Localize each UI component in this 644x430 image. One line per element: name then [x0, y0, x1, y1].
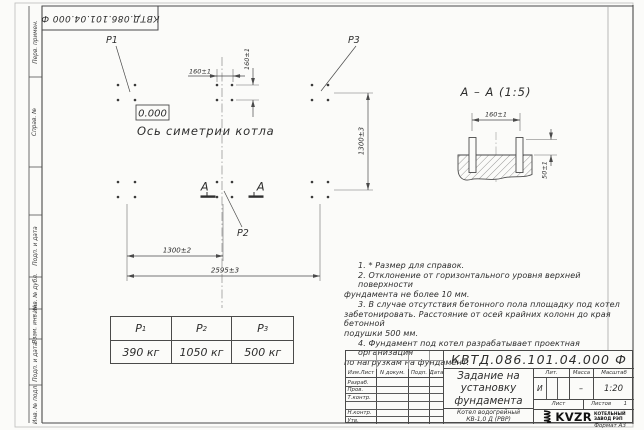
col-data: Дата: [429, 370, 444, 376]
load-table-value-p1: 390 кг: [111, 341, 172, 363]
anchor-bolt-dot: [327, 99, 330, 102]
row-tkontr: Т.контр.: [347, 395, 371, 401]
note-line: 1. * Размер для справок.: [358, 261, 465, 270]
margin-label-inv-podl: Инв. № подл.: [32, 384, 39, 424]
listov-value: 1: [623, 401, 627, 407]
p2-label: P2: [237, 228, 249, 239]
anchor-bolt-dot: [216, 99, 219, 102]
margin-label-sprav: Справ. №: [32, 107, 39, 137]
load-table-header-p2: P 2: [172, 317, 233, 341]
anchor-bolt-dot: [231, 84, 234, 87]
anchor-bolt-dot: [216, 196, 219, 199]
dim-side: 1300±3: [357, 126, 366, 156]
margin-label-podp-data-2: Подп. и дата: [32, 342, 39, 382]
brand-subtitle: КОТЕЛЬНЫЙ ЗАВОД РЭП: [594, 411, 626, 422]
note-line: 2. Отклонение от горизонтального уровня верхней поверхности: [358, 270, 581, 290]
massa-value: –: [579, 384, 583, 393]
top-stamp-number: КВТД.086.101.04.000 Ф: [40, 13, 160, 23]
section-letter-right: А: [256, 179, 266, 194]
section-title: А – А (1:5): [460, 85, 532, 99]
row-nkontr: Н.контр.: [347, 410, 372, 417]
load-table-header-p3: P 3: [232, 317, 293, 341]
dim-bolt-spacing-v: 160±1: [243, 48, 251, 70]
dim-bolt-spacing-h: 160±1: [189, 67, 211, 76]
p3-label: P3: [348, 35, 360, 46]
anchor-bolt-dot: [117, 196, 120, 199]
lit-value: И: [537, 384, 543, 393]
title-block-doc-number: КВТД.086.101.04.000 Ф: [443, 351, 634, 369]
anchor-bolt-dot: [231, 99, 234, 102]
anchor-bolt-dot: [231, 196, 234, 199]
col-izm-list: Изм.Лист: [347, 370, 375, 376]
anchor-bolt-dot: [117, 99, 120, 102]
anchor-bolt-dot: [134, 84, 137, 87]
brand-name: KVZR: [555, 409, 593, 424]
title-block-title: Задание на установку фундамента: [443, 369, 534, 409]
note-line: подушки 500 мм.: [344, 328, 419, 338]
foundation-plan: [106, 35, 373, 308]
p1-label: P1: [106, 35, 118, 46]
level-mark: 0.000: [138, 108, 167, 120]
anchor-bolt-dot: [311, 181, 314, 184]
company-logo: [534, 409, 634, 424]
title-block-subtitle: Котел водогрейный КВ-1,0 Д (РВР): [443, 409, 534, 424]
anchor-bolt-right: [516, 138, 523, 173]
p3-leader-line: [321, 46, 356, 91]
margin-label-inv-dubl: Инв. № дубл.: [32, 273, 39, 313]
anchor-bolts: [117, 84, 330, 199]
anchor-bolt-dot: [134, 181, 137, 184]
note-line: по нагрузкам на фундамент.: [344, 358, 470, 368]
anchor-bolt-dot: [216, 84, 219, 87]
dim-total: 2595±3: [210, 266, 240, 275]
anchor-bolt-dot: [117, 84, 120, 87]
top-stamp: [42, 6, 158, 30]
section-view: [458, 85, 557, 182]
anchor-bolt-dot: [134, 99, 137, 102]
section-dim-height: 50±1: [540, 161, 549, 179]
load-table-header-p1: P 1: [111, 317, 172, 341]
list-label: Лист: [534, 399, 584, 409]
margin-label-vzam-inv: Взам. инв. №: [32, 304, 39, 344]
lit-label: Лит.: [534, 369, 569, 378]
row-prov: Пров.: [347, 387, 364, 394]
scale-value: 1:20: [603, 383, 624, 394]
anchor-bolt-dot: [327, 84, 330, 87]
col-podp: Подп.: [408, 369, 429, 378]
dim-center: 1300±2: [162, 246, 192, 255]
note-line: фундамента не более 10 мм.: [344, 290, 470, 300]
note-line: 3. В случае отсутствия бетонного пола площадку под котел: [358, 299, 620, 309]
load-table-value-p3: 500 кг: [244, 345, 282, 359]
row-utv: Утв.: [347, 418, 359, 424]
massa-label: Масса: [569, 369, 593, 378]
margin-label-podp-data-1: Подп. и дата: [32, 226, 39, 266]
listov-cell: Листов 1: [591, 401, 627, 407]
anchor-bolt-dot: [134, 196, 137, 199]
scale-label: Масштаб: [593, 369, 634, 378]
anchor-bolt-dot: [117, 181, 120, 184]
anchor-bolt-dot: [311, 196, 314, 199]
anchor-bolt-dot: [216, 181, 219, 184]
row-razrab: Разраб.: [347, 379, 369, 386]
anchor-bolt-left: [469, 138, 476, 173]
note-line: 4. Фундамент под котел разрабатывает проектная организация: [358, 338, 580, 358]
load-table: [110, 316, 294, 364]
note-line: забетонировать. Расстояние от осей крайних колонн до края бетонной: [344, 309, 611, 329]
section-letter-left: А: [200, 179, 210, 194]
margin-label-perv-primen: Перв. примен.: [32, 19, 39, 64]
anchor-bolt-dot: [327, 196, 330, 199]
anchor-bolt-dot: [311, 84, 314, 87]
anchor-bolt-dot: [327, 181, 330, 184]
format-label: Формат А3: [594, 423, 626, 430]
col-n-dokum: N докум.: [376, 369, 408, 378]
axis-label: Ось симетрии котла: [137, 124, 275, 138]
section-dim-width: 160±1: [485, 110, 507, 119]
anchor-bolt-dot: [231, 181, 234, 184]
spring-coil-icon: [542, 410, 553, 423]
title-block: [345, 350, 633, 423]
anchor-bolt-dot: [311, 99, 314, 102]
load-table-value-p2: 1050 кг: [172, 341, 233, 363]
